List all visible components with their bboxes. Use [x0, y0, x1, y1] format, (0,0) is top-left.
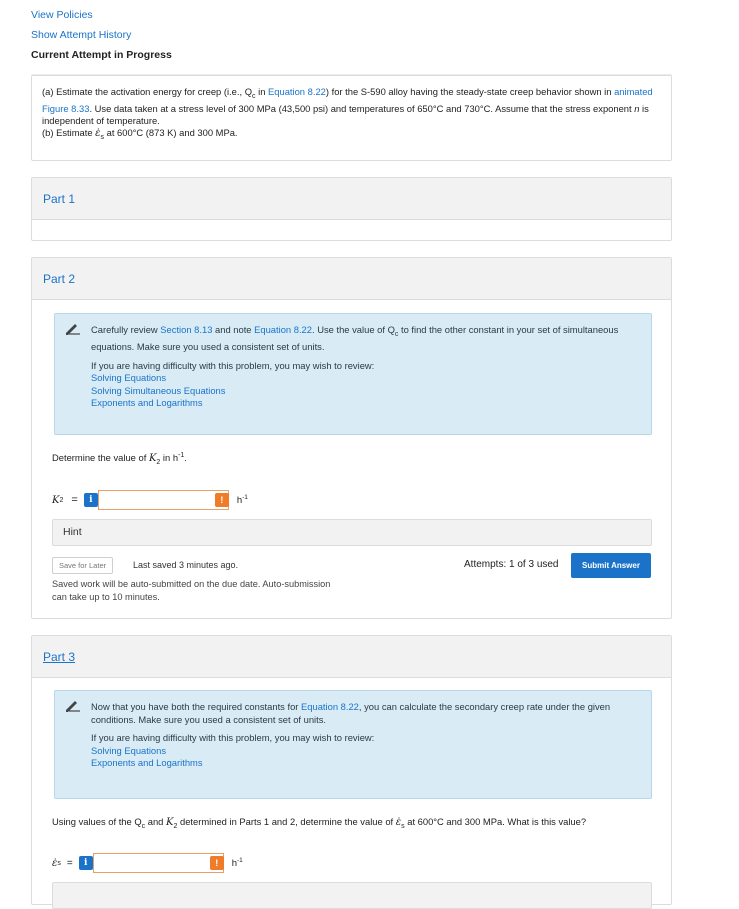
unit-text: h: [231, 858, 238, 870]
attempt-links: [31, 8, 672, 75]
part-2-header[interactable]: [32, 258, 671, 300]
pencil-icon: [65, 323, 81, 335]
question-b-text: at 600°C (873 K) and 300 MPa.: [104, 126, 238, 138]
question-b-text: (b) Estimate: [42, 126, 96, 138]
guidance-text: Carefully review: [91, 324, 161, 335]
prompt-text: determined in Parts 1 and 2, determine the value of: [177, 816, 396, 827]
guidance-box: [54, 690, 652, 799]
qc-subscript: c: [141, 822, 146, 830]
equals-sign: =: [71, 494, 78, 506]
answer-label-subscript: 2: [59, 496, 64, 504]
prompt-text: at 600°C and 300 MPa. What is this value?: [404, 816, 587, 827]
last-saved-text: Last saved 3 minutes ago.: [133, 560, 239, 570]
unit-label: [232, 857, 243, 869]
review-intro: If you are having difficulty with this problem, you may wish to review:: [91, 359, 375, 371]
k2-answer-input[interactable]: [99, 490, 229, 510]
strain-rate-symbol: ε̇: [395, 817, 402, 828]
part-3-panel: [31, 635, 672, 905]
guidance-text: . Use the value of Q: [312, 324, 395, 335]
k2-variable: K: [148, 453, 157, 465]
question-text: [31, 75, 672, 161]
question-a-text: is independent of temperature.: [42, 102, 649, 126]
part-2-title: Part 2: [43, 272, 76, 286]
guidance-text: Now that you have both the required constants for: [91, 701, 302, 712]
part-3-header[interactable]: [32, 636, 671, 678]
review-link-simultaneous-equations[interactable]: Solving Simultaneous Equations: [91, 384, 226, 396]
guidance-text: , you can calculate the secondary creep rate under the given conditions. Make sure you used a consistent set of units.: [91, 701, 611, 725]
equation-8-22-link[interactable]: Equation 8.22: [268, 86, 326, 97]
review-link-solving-equations[interactable]: Solving Equations: [91, 744, 167, 756]
unit-label: [237, 494, 248, 506]
k2-subscript: 2: [156, 459, 161, 466]
prompt-text: and: [145, 816, 166, 827]
answer-label-subscript: s: [57, 859, 61, 867]
warning-icon[interactable]: !: [210, 856, 224, 870]
part-3-prompt: [52, 816, 586, 830]
show-attempt-history-link[interactable]: Show Attempt History: [31, 29, 132, 41]
part-2-answer-row: [52, 489, 248, 511]
unit-text: h: [236, 495, 243, 507]
part-3-title: Part 3: [43, 650, 76, 664]
n-variable: n: [634, 102, 640, 114]
unit-exponent: -1: [242, 493, 248, 501]
review-link-exponents-logarithms[interactable]: Exponents and Logarithms: [91, 397, 203, 409]
hint-button[interactable]: [52, 882, 652, 909]
part-2-panel: [31, 257, 672, 619]
qc-subscript: c: [394, 330, 399, 338]
equation-8-22-link[interactable]: Equation 8.22: [254, 324, 312, 335]
animated-figure-link[interactable]: animated Figure 8.33: [42, 86, 653, 114]
qc-subscript: c: [252, 92, 256, 100]
auto-submit-note: Saved work will be auto-submitted on the due date. Auto-submission can take up to 10 minutes.: [52, 579, 331, 602]
prompt-text: .: [184, 452, 187, 464]
part-1-title: Part 1: [43, 192, 76, 206]
attempts-counter: Attempts: 1 of 3 used: [464, 559, 559, 570]
guidance-text: and note: [212, 324, 255, 335]
save-for-later-button[interactable]: Save for Later: [52, 557, 113, 574]
question-a-text: . Use data taken at a stress level of 300 MPa (43,500 psi) and temperatures of 650°C and 730°C. Assume that the stress exponent: [89, 102, 635, 114]
warning-icon[interactable]: !: [215, 493, 229, 507]
view-policies-link[interactable]: View Policies: [31, 9, 93, 21]
hint-button[interactable]: Hint: [52, 519, 652, 546]
part-2-prompt: [52, 452, 187, 466]
part-1-header[interactable]: [32, 178, 671, 220]
question-a-text: in: [255, 86, 269, 97]
review-link-solving-equations[interactable]: Solving Equations: [91, 372, 167, 384]
part-1-panel: [31, 177, 672, 241]
answer-label-k2: K: [52, 494, 60, 506]
answer-label-strain-rate: ε̇: [52, 857, 58, 869]
equals-sign: =: [66, 857, 73, 869]
review-intro: If you are having difficulty with this problem, you may wish to review:: [91, 732, 375, 743]
review-link-exponents-logarithms[interactable]: Exponents and Logarithms: [91, 757, 203, 768]
question-a-text: ) for the S-590 alloy having the steady-state creep behavior shown in: [325, 86, 615, 97]
current-attempt-label: Current Attempt in Progress: [31, 49, 172, 61]
strain-rate-answer-input[interactable]: [94, 853, 224, 873]
equation-8-22-link[interactable]: Equation 8.22: [301, 701, 359, 712]
k2-variable: K: [166, 817, 174, 828]
prompt-text: Using values of the Q: [52, 816, 142, 827]
unit-exponent: -1: [237, 856, 243, 864]
info-icon[interactable]: i: [84, 493, 98, 507]
unit-exponent: -1: [178, 452, 185, 459]
section-8-13-link[interactable]: Section 8.13: [160, 324, 213, 335]
question-a-text: (a) Estimate the activation energy for creep (i.e., Q: [42, 86, 252, 97]
k2-subscript: 2: [173, 822, 178, 830]
part-3-answer-row: [52, 852, 243, 874]
info-icon[interactable]: i: [79, 856, 93, 870]
guidance-box: [54, 313, 652, 435]
prompt-text: Determine the value of: [52, 452, 149, 464]
guidance-text: to find the other constant in your set of simultaneous equations. Make sure you used a consistent set of units.: [91, 324, 619, 353]
submit-answer-button[interactable]: Submit Answer: [571, 553, 651, 578]
strain-rate-subscript: s: [100, 133, 105, 141]
strain-rate-subscript: s: [401, 822, 405, 830]
strain-rate-symbol: ε̇: [95, 127, 101, 139]
prompt-text: in h: [160, 452, 179, 464]
pencil-icon: [65, 700, 81, 712]
